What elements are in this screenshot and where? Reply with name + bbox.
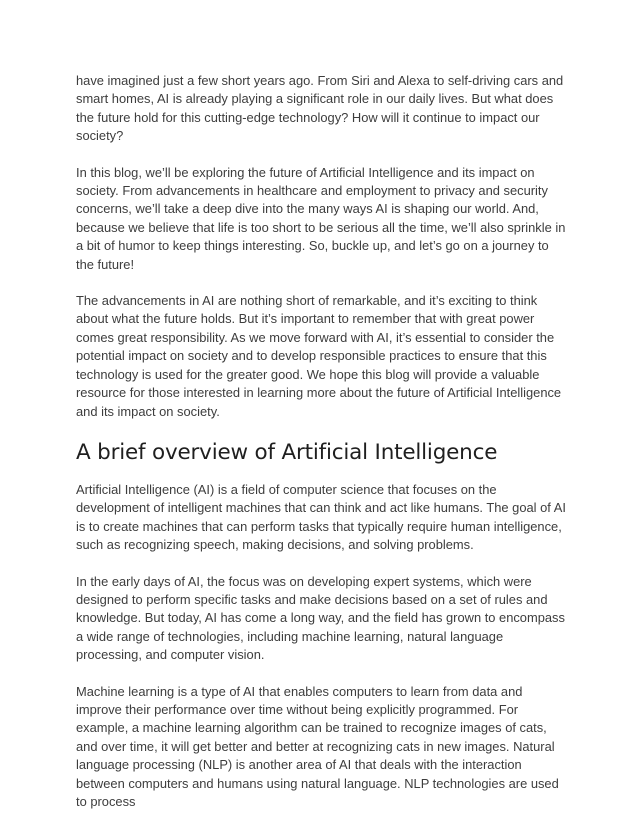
section-paragraph-3: Machine learning is a type of AI that enables computers to learn from data and improve their performance over time without being explicitly programmed. For example, a machine learning algorithm can be trained to recognize images of cats, and over time, it will get better and better at recognizing cats in new images. Natural language processing (NLP) is another area of AI that deals with the interaction between computers and humans using natural language. NLP technologies are used to process	[76, 683, 559, 809]
intro-paragraph-3: The advancements in AI are nothing short of remarkable, and it’s exciting to think about what the future holds. But it’s important to remember that with great power comes great responsibility. As we move forward with AI, it’s essential to consider the potential impact on society and to develop responsible practices to ensure that this technology is used for the greater good. We hope this blog will provide a valuable resource for those interested in learning more about the future of Artificial Intelligence and its impact on society.	[76, 293, 562, 419]
section-paragraph-1: Artificial Intelligence (AI) is a field of computer science that focuses on the development of intelligent machines that can think and act like humans. The goal of AI is to create machines that can perform tasks that typically require human intelligence, such as recognizing speech, making decisions, and solving problems.	[76, 481, 566, 553]
section-heading: A brief overview of Artificial Intelligence	[76, 439, 498, 465]
intro-paragraph-2: In this blog, we’ll be exploring the future of Artificial Intelligence and its impact on society. From advancements in healthcare and employment to privacy and security concerns, we’ll take a deep dive into the many ways AI is shaping our world. And, because we believe that life is too short to be serious all the time, we’ll also sprinkle in a bit of humor to keep things interesting. So, buckle up, and let’s go on a journey to the future!	[76, 164, 566, 272]
section-paragraph-2: In the early days of AI, the focus was on developing expert systems, which were designed to perform specific tasks and make decisions based on a set of rules and knowledge. But today, AI has come a long way, and the field has grown to encompass a wide range of technologies, including machine learning, natural language processing, and computer vision.	[76, 573, 565, 663]
document-page	[76, 72, 566, 811]
intro-paragraph-1: have imagined just a few short years ago. From Siri and Alexa to self-driving cars and smart homes, AI is already playing a significant role in our daily lives. But what does the future hold for this cutting-edge technology? How will it continue to impact our society?	[76, 73, 564, 144]
